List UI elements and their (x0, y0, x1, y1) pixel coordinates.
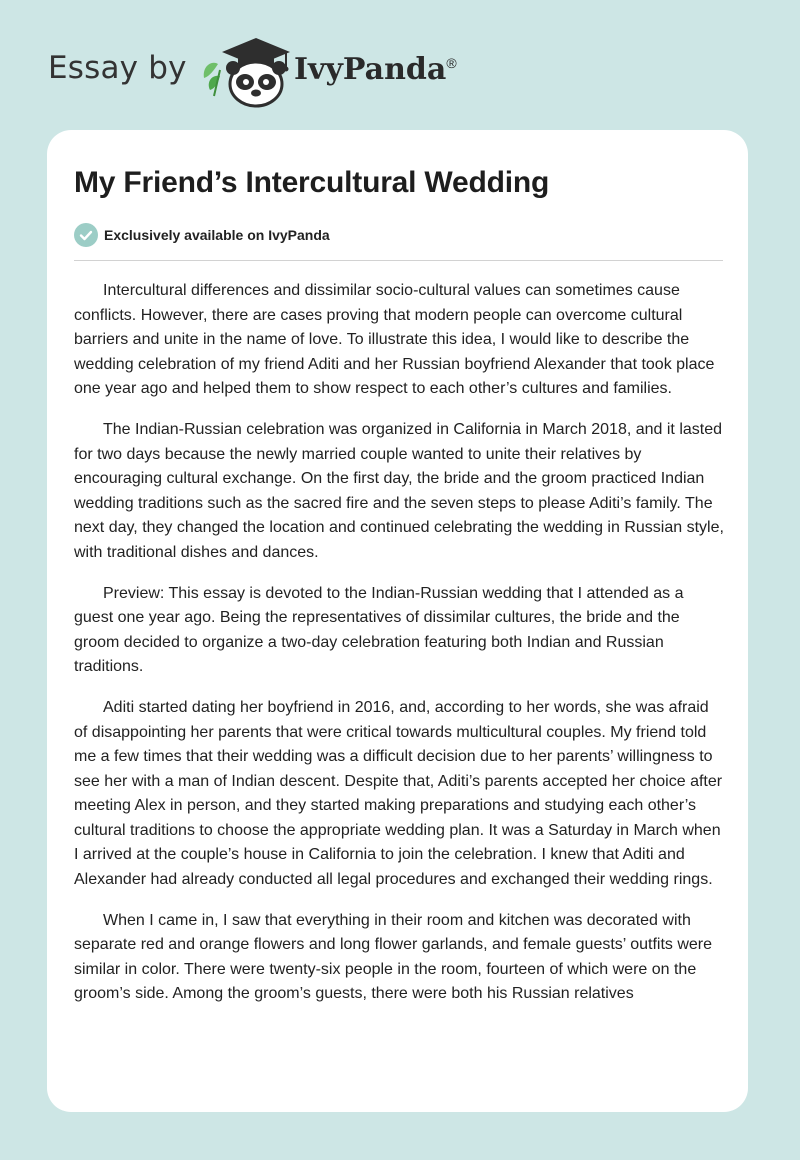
brand-prefix: Essay by (48, 50, 187, 86)
paragraph: Aditi started dating her boyfriend in 2016, and, according to her words, she was afraid of disappointing her parents that were critical towards multicultural couples. My friend told me a few times that their wedding was a difficult decision due to her parents’ willingness to see her with a man of Indian descent. Despite that, Aditi’s parents accepted her choice after meeting Alex in person, and they started making preparations and studying each other’s cultural traditions to choose the appropriate wedding plan. It was a Saturday in March when I arrived at the couple’s house in California to join the celebration. I knew that Aditi and Alexander had already conducted all legal procedures and exchanged their wedding rings. (74, 698, 723, 889)
site-header (0, 0, 800, 130)
essay-body (74, 279, 726, 1023)
check-circle-icon (74, 223, 98, 247)
exclusive-badge (74, 222, 330, 248)
essay-card (47, 130, 748, 1112)
paragraph: Intercultural differences and dissimilar socio-cultural values can sometimes cause conflicts. However, there are cases proving that modern people can overcome cultural barriers and unite in the name of love. To illustrate this idea, I would like to describe the wedding celebration of my friend Aditi and her Russian boyfriend Alexander that took place one year ago and helped them to show respect to each other’s cultures and families. (74, 282, 715, 398)
paragraph: The Indian-Russian celebration was organized in California in March 2018, and it lasted for two days because the newly married couple wanted to unite their relatives by encouraging cultural exchange. On the first day, the bride and the groom practiced Indian wedding traditions such as the sacred fire and the seven steps to please Aditi’s family. The next day, they changed the location and continued celebrating the wedding in Russian style, with traditional dishes and dances. (74, 420, 724, 561)
paragraph: When I came in, I saw that everything in their room and kitchen was decorated with separate red and orange flowers and long flower garlands, and female guests’ outfits were similar in color. There were twenty-six people in the room, fourteen of which were on the groom’s side. Among the groom’s guests, there were both his Russian relatives (74, 911, 713, 1003)
brand-name[interactable] (294, 52, 457, 87)
brand-name-text: IvyPanda (294, 52, 447, 87)
badge-label: Exclusively available on IvyPanda (104, 227, 330, 243)
paragraph: Preview: This essay is devoted to the Indian-Russian wedding that I attended as a guest one year ago. Being the representatives of dissimilar cultures, the bride and the groom decided to organize a two-day celebration featuring both Indian and Russian traditions. (74, 584, 684, 676)
divider (74, 260, 723, 261)
registered-mark: ® (446, 55, 457, 71)
panda-logo-icon[interactable] (200, 34, 292, 108)
essay-title: My Friend’s Intercultural Wedding (74, 166, 550, 199)
